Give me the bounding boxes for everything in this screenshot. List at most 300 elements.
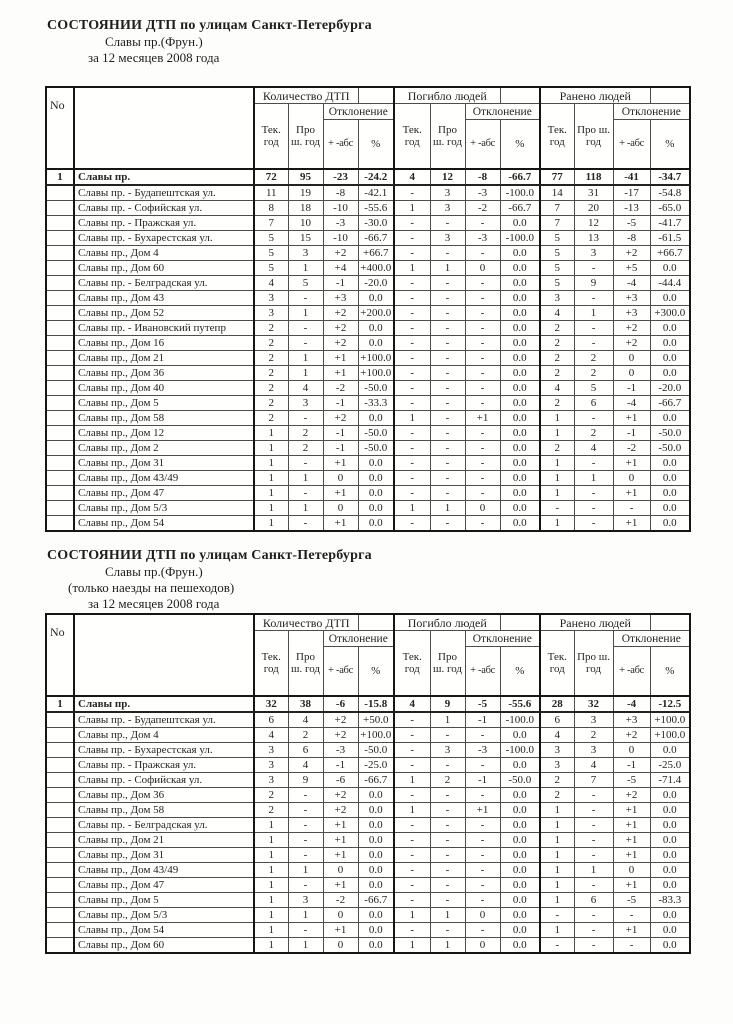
table-row [46, 908, 690, 923]
value-cell: 2 [540, 366, 574, 381]
value-cell: 0.0 [358, 516, 394, 532]
value-cell: 4 [254, 276, 288, 291]
value-cell: 18 [288, 201, 323, 216]
value-cell: -66.7 [500, 169, 540, 185]
value-cell: +66.7 [650, 246, 690, 261]
value-cell: -25.0 [650, 758, 690, 773]
value-cell: - [465, 351, 500, 366]
value-cell: - [394, 336, 430, 351]
value-cell: 38 [288, 696, 323, 712]
value-cell: -54.8 [650, 185, 690, 201]
value-cell: 4 [394, 169, 430, 185]
col-header-previous-year: Про ш. год [288, 104, 323, 170]
value-cell: 0.0 [650, 336, 690, 351]
value-cell: 3 [430, 743, 465, 758]
street-name-cell: Славы пр., Дом 16 [74, 336, 254, 351]
table-row [46, 291, 690, 306]
col-header-abs: + -абс [465, 647, 500, 697]
value-cell: 3 [430, 185, 465, 201]
value-cell: 2 [574, 426, 613, 441]
value-cell: 1 [430, 908, 465, 923]
street-name-cell: Славы пр., Дом 52 [74, 306, 254, 321]
value-cell: +1 [465, 411, 500, 426]
table-row [46, 231, 690, 246]
row-number-cell [46, 201, 74, 216]
value-cell: -5 [613, 773, 650, 788]
value-cell: 1 [540, 411, 574, 426]
row-number-cell [46, 231, 74, 246]
value-cell: 0.0 [500, 291, 540, 306]
table-row [46, 818, 690, 833]
value-cell: 5 [540, 231, 574, 246]
value-cell: - [288, 486, 323, 501]
value-cell: -71.4 [650, 773, 690, 788]
value-cell: 0.0 [650, 366, 690, 381]
value-cell: - [465, 833, 500, 848]
value-cell: 10 [288, 216, 323, 231]
value-cell: - [394, 893, 430, 908]
value-cell: 4 [540, 728, 574, 743]
value-cell: 2 [288, 728, 323, 743]
value-cell: - [465, 486, 500, 501]
value-cell: -55.6 [358, 201, 394, 216]
value-cell: -25.0 [358, 758, 394, 773]
col-header-abs: + -абс [323, 120, 358, 170]
street-name-cell: Славы пр., Дом 36 [74, 366, 254, 381]
value-cell: 5 [574, 381, 613, 396]
value-cell: -1 [323, 276, 358, 291]
value-cell: 1 [254, 501, 288, 516]
value-cell: - [430, 471, 465, 486]
value-cell: -5 [465, 696, 500, 712]
value-cell: - [613, 908, 650, 923]
value-cell: 0.0 [358, 411, 394, 426]
value-cell: - [574, 486, 613, 501]
value-cell: -5 [613, 216, 650, 231]
value-cell: -3 [323, 216, 358, 231]
value-cell: -50.0 [358, 743, 394, 758]
street-name-cell: Славы пр., Дом 54 [74, 516, 254, 532]
value-cell: -15.8 [358, 696, 394, 712]
value-cell: - [430, 216, 465, 231]
value-cell: 2 [540, 351, 574, 366]
value-cell: 0.0 [358, 923, 394, 938]
row-number-cell: 1 [46, 169, 74, 185]
value-cell: - [394, 441, 430, 456]
street-name-cell: Славы пр., Дом 31 [74, 848, 254, 863]
value-cell: -1 [465, 712, 500, 728]
value-cell: - [465, 306, 500, 321]
row-number-cell [46, 743, 74, 758]
row-number-cell [46, 381, 74, 396]
value-cell: 7 [574, 773, 613, 788]
value-cell: 4 [288, 381, 323, 396]
group-header-accident-count: Количество ДТП [254, 87, 358, 104]
value-cell: 1 [394, 201, 430, 216]
value-cell: -100.0 [500, 231, 540, 246]
value-cell: 3 [574, 743, 613, 758]
value-cell: - [465, 818, 500, 833]
value-cell: - [465, 848, 500, 863]
value-cell: - [430, 758, 465, 773]
value-cell: 1 [540, 863, 574, 878]
value-cell: - [574, 848, 613, 863]
value-cell: 3 [540, 758, 574, 773]
street-name-cell: Славы пр., Дом 12 [74, 426, 254, 441]
col-header-current-year: Тек. год [394, 104, 430, 170]
value-cell: 0.0 [358, 803, 394, 818]
value-cell: -4 [613, 276, 650, 291]
value-cell: 4 [574, 758, 613, 773]
value-cell: 1 [540, 486, 574, 501]
value-cell: 1 [254, 848, 288, 863]
value-cell: - [574, 803, 613, 818]
value-cell: 0.0 [650, 516, 690, 532]
street-name-cell: Славы пр. - Ивановский путепр [74, 321, 254, 336]
value-cell: 3 [430, 201, 465, 216]
table-row [46, 306, 690, 321]
value-cell: 3 [254, 743, 288, 758]
value-cell: 4 [574, 441, 613, 456]
value-cell: - [394, 396, 430, 411]
col-header-abs: + -абс [613, 647, 650, 697]
value-cell: 2 [254, 336, 288, 351]
table-row [46, 426, 690, 441]
value-cell: - [430, 246, 465, 261]
value-cell: +4 [323, 261, 358, 276]
value-cell: +1 [323, 818, 358, 833]
value-cell: - [430, 456, 465, 471]
row-number-cell [46, 336, 74, 351]
value-cell: - [288, 818, 323, 833]
street-name-cell: Славы пр., Дом 43/49 [74, 863, 254, 878]
value-cell: - [430, 336, 465, 351]
value-cell: - [394, 291, 430, 306]
value-cell: 2 [574, 351, 613, 366]
value-cell: +1 [613, 486, 650, 501]
row-number-cell [46, 833, 74, 848]
street-name-cell: Славы пр., Дом 58 [74, 411, 254, 426]
value-cell: 0.0 [500, 878, 540, 893]
value-cell: 1 [254, 878, 288, 893]
value-cell: -12.5 [650, 696, 690, 712]
value-cell: -3 [323, 743, 358, 758]
value-cell: 5 [540, 276, 574, 291]
value-cell: - [430, 833, 465, 848]
col-header-deviation: Отклонение [323, 104, 394, 120]
table-row [46, 246, 690, 261]
row-number-cell [46, 788, 74, 803]
value-cell: - [430, 923, 465, 938]
value-cell: - [394, 788, 430, 803]
value-cell: +1 [465, 803, 500, 818]
value-cell: - [574, 456, 613, 471]
street-name-cell: Славы пр., Дом 5 [74, 893, 254, 908]
table-row [46, 696, 690, 712]
value-cell: 7 [254, 216, 288, 231]
value-cell: - [574, 788, 613, 803]
value-cell: - [288, 923, 323, 938]
value-cell: -13 [613, 201, 650, 216]
table-row [46, 758, 690, 773]
row-number-cell [46, 276, 74, 291]
value-cell: 1 [254, 833, 288, 848]
value-cell: 2 [540, 788, 574, 803]
value-cell: 1 [254, 456, 288, 471]
value-cell: 0.0 [358, 291, 394, 306]
table-row [46, 833, 690, 848]
value-cell: -83.3 [650, 893, 690, 908]
value-cell: 0.0 [650, 456, 690, 471]
table-row [46, 351, 690, 366]
table-row [46, 456, 690, 471]
value-cell: - [574, 833, 613, 848]
street-name-cell: Славы пр., Дом 5/3 [74, 908, 254, 923]
value-cell: 0.0 [500, 788, 540, 803]
value-cell: +1 [613, 878, 650, 893]
row-number-cell [46, 803, 74, 818]
value-cell: 3 [254, 773, 288, 788]
value-cell: 3 [254, 758, 288, 773]
value-cell: 4 [254, 728, 288, 743]
value-cell: 1 [254, 908, 288, 923]
table-row [46, 848, 690, 863]
value-cell: +50.0 [358, 712, 394, 728]
value-cell: -2 [613, 441, 650, 456]
col-header-percent: % [358, 120, 394, 170]
value-cell: -44.4 [650, 276, 690, 291]
value-cell: 1 [540, 471, 574, 486]
table-row [46, 923, 690, 938]
row-number-cell [46, 758, 74, 773]
value-cell: - [288, 878, 323, 893]
value-cell: 0.0 [500, 351, 540, 366]
value-cell: -1 [613, 381, 650, 396]
value-cell: - [540, 501, 574, 516]
street-name-cell: Славы пр., Дом 43 [74, 291, 254, 306]
value-cell: - [288, 803, 323, 818]
row-number-cell [46, 321, 74, 336]
row-number-cell [46, 908, 74, 923]
value-cell: +2 [323, 246, 358, 261]
value-cell: 32 [574, 696, 613, 712]
row-number-cell [46, 411, 74, 426]
value-cell: 1 [288, 351, 323, 366]
value-cell: 0.0 [650, 788, 690, 803]
value-cell: 0 [323, 501, 358, 516]
street-name-cell: Славы пр., Дом 5 [74, 396, 254, 411]
value-cell: 9 [430, 696, 465, 712]
col-header-abs: + -абс [613, 120, 650, 170]
col-header-current-year: Тек. год [540, 104, 574, 170]
row-number-cell [46, 456, 74, 471]
value-cell: -66.7 [650, 396, 690, 411]
value-cell: +2 [323, 336, 358, 351]
row-number-cell: 1 [46, 696, 74, 712]
street-name-cell: Славы пр., Дом 40 [74, 381, 254, 396]
value-cell: 1 [394, 261, 430, 276]
value-cell: 0.0 [500, 833, 540, 848]
row-number-cell [46, 426, 74, 441]
table-row [46, 366, 690, 381]
value-cell: 1 [574, 306, 613, 321]
value-cell: +1 [613, 833, 650, 848]
value-cell: 0.0 [500, 501, 540, 516]
street-name-cell: Славы пр. - Софийская ул. [74, 201, 254, 216]
report-title [45, 548, 691, 612]
value-cell: 7 [540, 201, 574, 216]
value-cell: -1 [465, 773, 500, 788]
value-cell: 1 [288, 471, 323, 486]
street-name-cell: Славы пр. - Будапештская ул. [74, 712, 254, 728]
value-cell: -1 [323, 441, 358, 456]
table-row [46, 486, 690, 501]
value-cell: - [465, 516, 500, 532]
value-cell: - [540, 938, 574, 954]
value-cell: 9 [288, 773, 323, 788]
value-cell: - [465, 396, 500, 411]
value-cell: +2 [323, 321, 358, 336]
value-cell: - [574, 878, 613, 893]
value-cell: -61.5 [650, 231, 690, 246]
table-row [46, 441, 690, 456]
value-cell: 1 [254, 863, 288, 878]
value-cell: 0.0 [650, 501, 690, 516]
value-cell: 2 [574, 366, 613, 381]
table-row [46, 471, 690, 486]
value-cell: 1 [394, 411, 430, 426]
value-cell: 0.0 [358, 471, 394, 486]
value-cell: 0 [465, 908, 500, 923]
value-cell: - [394, 923, 430, 938]
value-cell: 1 [288, 908, 323, 923]
col-header-current-year: Тек. год [254, 104, 288, 170]
value-cell: - [288, 516, 323, 532]
value-cell: - [430, 396, 465, 411]
value-cell: +200.0 [358, 306, 394, 321]
col-header-street [74, 87, 254, 169]
value-cell: 2 [254, 788, 288, 803]
value-cell: 1 [540, 803, 574, 818]
group-header-spacer [358, 614, 394, 631]
value-cell: - [394, 848, 430, 863]
value-cell: 0.0 [500, 216, 540, 231]
value-cell: 0.0 [500, 863, 540, 878]
value-cell: - [430, 848, 465, 863]
value-cell: -41.7 [650, 216, 690, 231]
value-cell: 5 [254, 231, 288, 246]
value-cell: 0.0 [500, 848, 540, 863]
value-cell: 1 [394, 938, 430, 954]
street-name-cell: Славы пр., Дом 54 [74, 923, 254, 938]
value-cell: -5 [613, 893, 650, 908]
value-cell: 0.0 [358, 938, 394, 954]
value-cell: 6 [288, 743, 323, 758]
value-cell: - [430, 426, 465, 441]
street-name-cell: Славы пр., Дом 43/49 [74, 471, 254, 486]
value-cell: 0.0 [500, 336, 540, 351]
value-cell: - [430, 878, 465, 893]
value-cell: 2 [540, 773, 574, 788]
table-row [46, 743, 690, 758]
value-cell: +1 [323, 351, 358, 366]
value-cell: -8 [613, 231, 650, 246]
value-cell: - [394, 516, 430, 532]
row-number-cell [46, 261, 74, 276]
value-cell: - [430, 321, 465, 336]
street-name-cell: Славы пр. - Будапештская ул. [74, 185, 254, 201]
row-number-cell [46, 441, 74, 456]
col-header-current-year: Тек. год [394, 631, 430, 697]
value-cell: 1 [540, 893, 574, 908]
value-cell: +3 [323, 291, 358, 306]
value-cell: 0.0 [650, 908, 690, 923]
value-cell: - [465, 246, 500, 261]
value-cell: 3 [574, 712, 613, 728]
value-cell: - [430, 291, 465, 306]
col-header-deviation: Отклонение [613, 631, 690, 647]
value-cell: 0.0 [500, 923, 540, 938]
value-cell: -66.7 [358, 893, 394, 908]
group-header-spacer [358, 87, 394, 104]
value-cell: 1 [430, 501, 465, 516]
value-cell: 6 [254, 712, 288, 728]
accident-report-section-2 [45, 548, 691, 954]
street-name-cell: Славы пр., Дом 47 [74, 486, 254, 501]
value-cell: +1 [323, 848, 358, 863]
table-row [46, 201, 690, 216]
value-cell: 0.0 [500, 306, 540, 321]
value-cell: 0 [613, 351, 650, 366]
value-cell: -34.7 [650, 169, 690, 185]
value-cell: +1 [613, 516, 650, 532]
table-row [46, 381, 690, 396]
value-cell: 3 [430, 231, 465, 246]
value-cell: +2 [323, 411, 358, 426]
report-title-line: СОСТОЯНИИ ДТП по улицам Санкт-Петербурга [47, 548, 372, 563]
value-cell: -1 [323, 396, 358, 411]
value-cell: 31 [574, 185, 613, 201]
value-cell: +1 [613, 848, 650, 863]
value-cell: -100.0 [500, 712, 540, 728]
value-cell: -6 [323, 696, 358, 712]
value-cell: - [288, 788, 323, 803]
value-cell: +1 [613, 818, 650, 833]
col-header-previous-year: Про ш. год [574, 104, 613, 170]
value-cell: -50.0 [358, 426, 394, 441]
value-cell: 0.0 [358, 788, 394, 803]
row-number-cell [46, 396, 74, 411]
value-cell: 2 [254, 351, 288, 366]
value-cell: - [394, 743, 430, 758]
street-name-cell: Славы пр., Дом 4 [74, 728, 254, 743]
value-cell: - [394, 833, 430, 848]
value-cell: +2 [613, 246, 650, 261]
value-cell: - [465, 758, 500, 773]
value-cell: - [394, 185, 430, 201]
value-cell: 2 [540, 441, 574, 456]
street-name-cell: Славы пр. - Бухарестская ул. [74, 231, 254, 246]
table-row [46, 276, 690, 291]
value-cell: - [394, 246, 430, 261]
value-cell: +100.0 [650, 728, 690, 743]
value-cell: 0.0 [500, 456, 540, 471]
value-cell: 9 [574, 276, 613, 291]
row-number-cell [46, 471, 74, 486]
value-cell: 2 [430, 773, 465, 788]
value-cell: - [574, 321, 613, 336]
value-cell: -50.0 [650, 426, 690, 441]
